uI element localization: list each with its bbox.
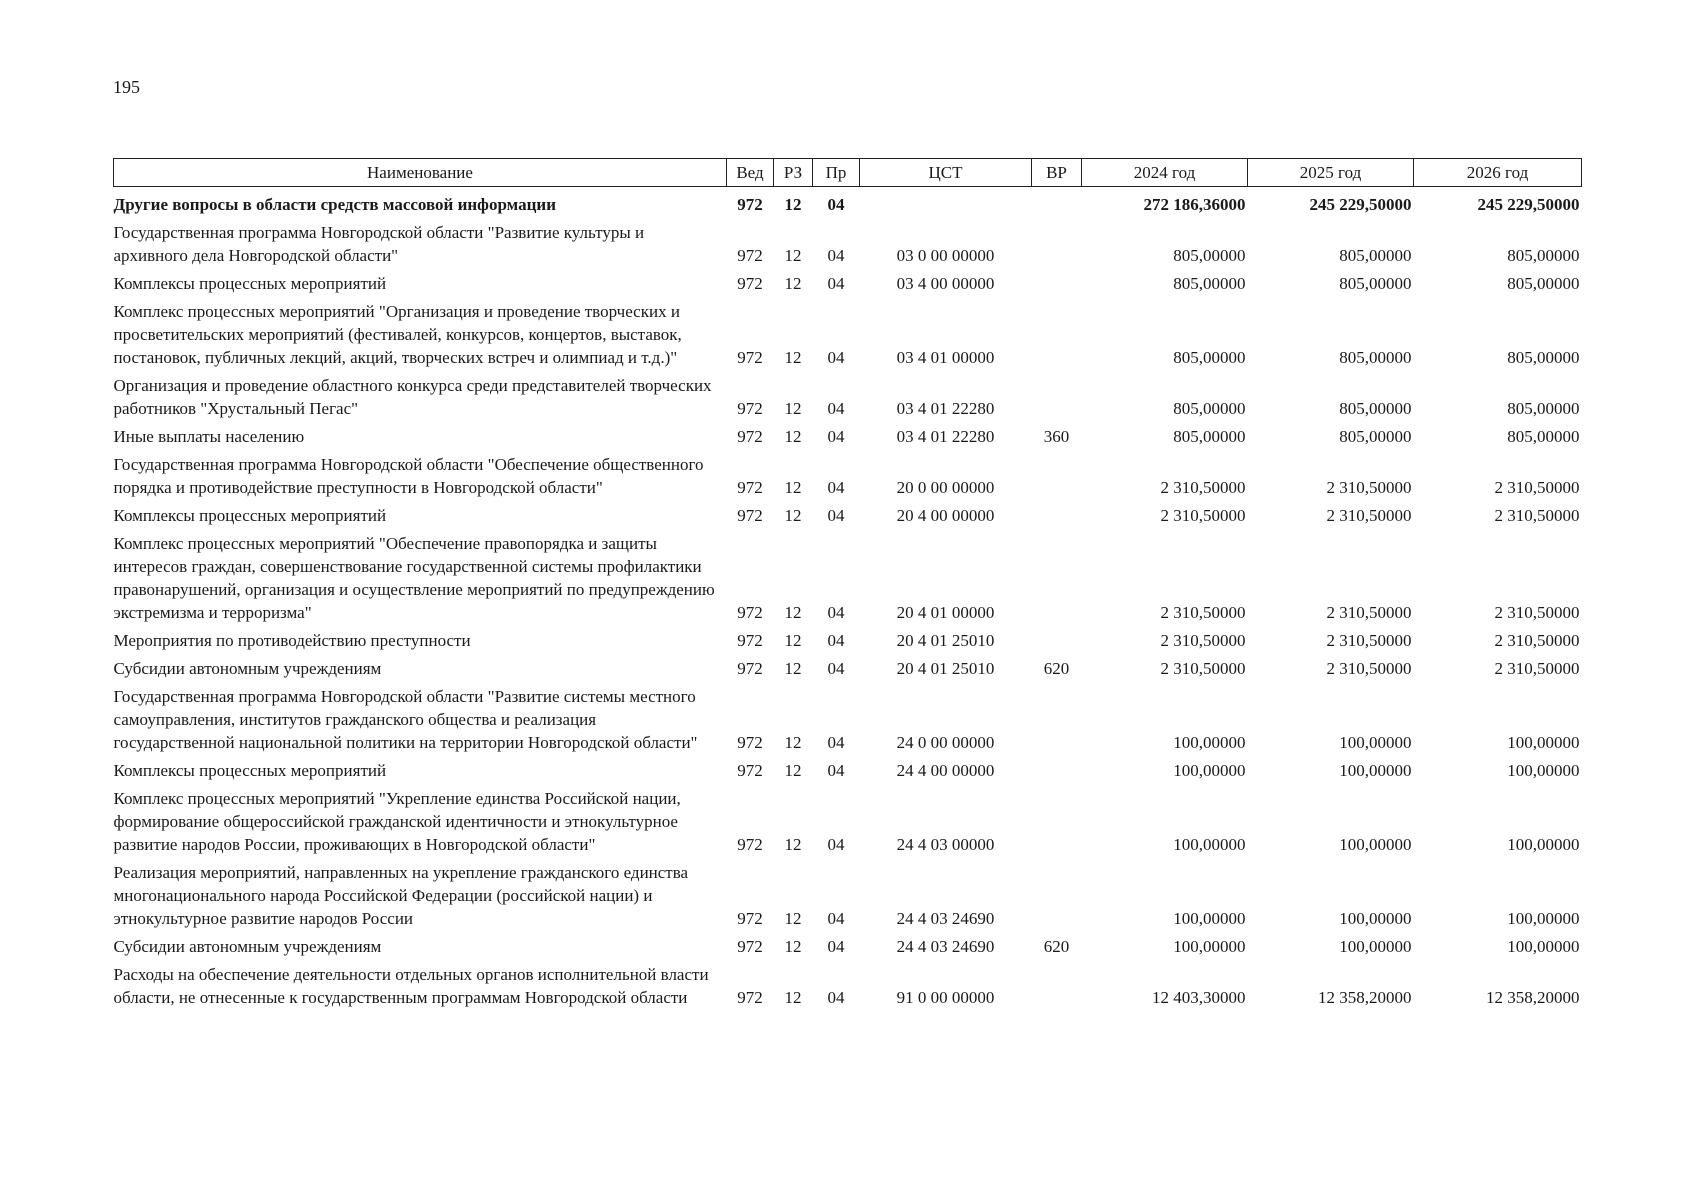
cell-name: Комплекс процессных мероприятий "Укрепление единства Российской нации, формирование общероссийской гражданской идентичности и этнокультурное развитие народов России, проживающих в Новгородской области"	[113, 789, 681, 854]
header-ved: Вед	[727, 159, 774, 187]
cell-rz: 12	[784, 427, 802, 446]
cell-rz: 12	[784, 937, 802, 956]
cell-pr: 04	[827, 937, 845, 956]
cell-name: Иные выплаты населению	[113, 427, 305, 446]
budget-table	[113, 158, 1582, 1009]
cell-rz: 12	[784, 761, 802, 780]
cell-rz: 12	[784, 631, 802, 650]
cell-vr: 620	[1043, 659, 1070, 678]
table-row	[114, 527, 1582, 624]
cell-cst: 03 4 01 22280	[896, 427, 995, 446]
cell-rz: 12	[784, 659, 802, 678]
cell-2025: 805,00000	[1339, 246, 1412, 265]
cell-2026: 12 358,20000	[1486, 988, 1580, 1007]
cell-name: Субсидии автономным учреждениям	[113, 659, 382, 678]
header-cst: ЦСТ	[860, 159, 1032, 187]
table-row	[114, 930, 1582, 958]
cell-2025: 100,00000	[1339, 835, 1412, 854]
cell-name: Государственная программа Новгородской области "Обеспечение общественного порядка и противодействие преступности в Новгородской области"	[113, 455, 704, 497]
cell-pr: 04	[827, 246, 845, 265]
cell-ved: 972	[737, 506, 763, 525]
cell-2026: 805,00000	[1507, 348, 1580, 367]
cell-2024: 2 310,50000	[1160, 631, 1246, 650]
cell-vr	[1032, 187, 1082, 217]
cell-2025: 2 310,50000	[1326, 603, 1412, 622]
cell-2025: 100,00000	[1339, 733, 1412, 752]
cell-name: Комплекс процессных мероприятий "Организация и проведение творческих и просветительских мероприятий (фестивалей, конкурсов, концертов, выставок, постановок, публичных лекций, акций, творческих встреч и олимпиад и т.д.)"	[113, 302, 682, 367]
cell-ved: 972	[737, 761, 763, 780]
page-number: 195	[113, 77, 140, 97]
cell-pr: 04	[827, 478, 845, 497]
cell-2024: 100,00000	[1173, 937, 1246, 956]
cell-ved: 972	[737, 909, 763, 928]
cell-cst: 03 4 01 22280	[896, 399, 995, 418]
cell-name: Государственная программа Новгородской области "Развитие системы местного самоуправления, институтов гражданского общества и реализация государственной национальной политики на территории Новгородской области"	[113, 687, 698, 752]
cell-vr: 620	[1043, 937, 1070, 956]
cell-name: Государственная программа Новгородской области "Развитие культуры и архивного дела Новгородской области"	[113, 223, 645, 265]
cell-2025: 805,00000	[1339, 274, 1412, 293]
cell-pr: 04	[827, 427, 845, 446]
cell-2024: 272 186,36000	[1143, 195, 1246, 214]
cell-name: Комплексы процессных мероприятий	[113, 274, 387, 293]
cell-pr: 04	[827, 631, 845, 650]
cell-2026: 2 310,50000	[1494, 478, 1580, 497]
cell-2025: 2 310,50000	[1326, 478, 1412, 497]
cell-2024: 805,00000	[1173, 399, 1246, 418]
cell-ved: 972	[737, 427, 763, 446]
cell-pr: 04	[827, 274, 845, 293]
cell-name: Реализация мероприятий, направленных на укрепление гражданского единства многонационального народа Российской Федерации (российской нации) и этнокультурное развитие народов России	[113, 863, 689, 928]
cell-2026: 100,00000	[1507, 733, 1580, 752]
cell-2024: 100,00000	[1173, 909, 1246, 928]
cell-name: Комплексы процессных мероприятий	[113, 506, 387, 525]
cell-2024: 805,00000	[1173, 427, 1246, 446]
header-2024: 2024 год	[1082, 159, 1248, 187]
table-row	[114, 782, 1582, 856]
cell-2026: 2 310,50000	[1494, 603, 1580, 622]
cell-rz: 12	[784, 246, 802, 265]
cell-2026: 100,00000	[1507, 761, 1580, 780]
cell-cst: 03 4 01 00000	[896, 348, 995, 367]
cell-2026: 2 310,50000	[1494, 506, 1580, 525]
cell-pr: 04	[827, 348, 845, 367]
cell-2026: 100,00000	[1507, 909, 1580, 928]
cell-vr	[1032, 369, 1082, 420]
cell-vr	[1032, 527, 1082, 624]
cell-cst: 03 0 00 00000	[896, 246, 995, 265]
cell-ved: 972	[737, 603, 763, 622]
table-row	[114, 652, 1582, 680]
cell-ved: 972	[737, 631, 763, 650]
cell-pr: 04	[827, 603, 845, 622]
table-row	[114, 267, 1582, 295]
table-row	[114, 448, 1582, 499]
cell-2024: 2 310,50000	[1160, 506, 1246, 525]
table-row	[114, 295, 1582, 369]
cell-pr: 04	[827, 835, 845, 854]
header-pr: Пр	[813, 159, 860, 187]
cell-cst: 20 4 01 25010	[896, 631, 995, 650]
cell-ved: 972	[737, 478, 763, 497]
cell-pr: 04	[827, 659, 845, 678]
table-header-row	[114, 159, 1582, 187]
cell-2024: 100,00000	[1173, 835, 1246, 854]
header-rz: РЗ	[774, 159, 813, 187]
cell-vr	[1032, 295, 1082, 369]
cell-ved: 972	[737, 195, 763, 214]
cell-rz: 12	[784, 399, 802, 418]
cell-2026: 2 310,50000	[1494, 631, 1580, 650]
cell-ved: 972	[737, 733, 763, 752]
cell-vr	[1032, 958, 1082, 1009]
cell-2025: 100,00000	[1339, 761, 1412, 780]
cell-name: Расходы на обеспечение деятельности отдельных органов исполнительной власти области, не отнесенные к государственным программам Новгородской области	[113, 965, 709, 1007]
table-row	[114, 216, 1582, 267]
cell-vr	[1032, 624, 1082, 652]
table-row	[114, 499, 1582, 527]
cell-cst: 20 4 01 25010	[896, 659, 995, 678]
cell-pr: 04	[827, 909, 845, 928]
cell-cst: 24 4 03 24690	[896, 937, 995, 956]
cell-cst: 03 4 00 00000	[896, 274, 995, 293]
cell-vr	[1032, 680, 1082, 754]
table-row	[114, 754, 1582, 782]
cell-rz: 12	[784, 274, 802, 293]
cell-cst: 24 4 00 00000	[896, 761, 995, 780]
cell-2026: 805,00000	[1507, 274, 1580, 293]
cell-2026: 245 229,50000	[1477, 195, 1580, 214]
cell-name: Субсидии автономным учреждениям	[113, 937, 382, 956]
cell-vr: 360	[1043, 427, 1070, 446]
cell-cst: 24 4 03 00000	[896, 835, 995, 854]
header-2026: 2026 год	[1414, 159, 1582, 187]
cell-vr	[1032, 499, 1082, 527]
cell-ved: 972	[737, 246, 763, 265]
table-row	[114, 958, 1582, 1009]
cell-2025: 2 310,50000	[1326, 631, 1412, 650]
table-body	[114, 187, 1582, 1010]
cell-2024: 805,00000	[1173, 246, 1246, 265]
cell-pr: 04	[827, 399, 845, 418]
cell-pr: 04	[827, 988, 845, 1007]
cell-2025: 245 229,50000	[1309, 195, 1412, 214]
cell-cst: 24 4 03 24690	[896, 909, 995, 928]
cell-ved: 972	[737, 274, 763, 293]
cell-2024: 2 310,50000	[1160, 603, 1246, 622]
cell-ved: 972	[737, 937, 763, 956]
cell-ved: 972	[737, 348, 763, 367]
cell-2025: 805,00000	[1339, 427, 1412, 446]
cell-cst: 91 0 00 00000	[896, 988, 995, 1007]
table-row	[114, 187, 1582, 217]
cell-2025: 12 358,20000	[1318, 988, 1412, 1007]
cell-cst	[860, 187, 1032, 217]
table-row	[114, 420, 1582, 448]
cell-vr	[1032, 782, 1082, 856]
cell-rz: 12	[784, 478, 802, 497]
cell-vr	[1032, 448, 1082, 499]
cell-2026: 2 310,50000	[1494, 659, 1580, 678]
cell-2024: 100,00000	[1173, 733, 1246, 752]
cell-2026: 100,00000	[1507, 835, 1580, 854]
cell-2025: 805,00000	[1339, 348, 1412, 367]
table-row	[114, 680, 1582, 754]
cell-rz: 12	[784, 603, 802, 622]
cell-rz: 12	[784, 733, 802, 752]
cell-2024: 2 310,50000	[1160, 659, 1246, 678]
cell-cst: 20 4 01 00000	[896, 603, 995, 622]
table-row	[114, 624, 1582, 652]
cell-2024: 2 310,50000	[1160, 478, 1246, 497]
cell-cst: 20 4 00 00000	[896, 506, 995, 525]
header-name: Наименование	[114, 159, 727, 187]
cell-2025: 100,00000	[1339, 909, 1412, 928]
cell-2026: 805,00000	[1507, 427, 1580, 446]
cell-pr: 04	[827, 195, 845, 214]
cell-rz: 12	[784, 506, 802, 525]
cell-2026: 100,00000	[1507, 937, 1580, 956]
cell-2025: 100,00000	[1339, 937, 1412, 956]
header-2025: 2025 год	[1248, 159, 1414, 187]
cell-rz: 12	[784, 909, 802, 928]
cell-rz: 12	[784, 348, 802, 367]
cell-2026: 805,00000	[1507, 399, 1580, 418]
cell-cst: 24 0 00 00000	[896, 733, 995, 752]
cell-name: Организация и проведение областного конкурса среди представителей творческих работников "Хрустальный Пегас"	[113, 376, 712, 418]
cell-rz: 12	[784, 988, 802, 1007]
cell-rz: 12	[784, 195, 802, 214]
cell-cst: 20 0 00 00000	[896, 478, 995, 497]
cell-2026: 805,00000	[1507, 246, 1580, 265]
cell-name: Комплекс процессных мероприятий "Обеспечение правопорядка и защиты интересов граждан, совершенствование государственной системы профилактики правонарушений, организация и осуществление мероприятий по предупреждению экстремизма и терроризма"	[113, 534, 715, 622]
table-row	[114, 856, 1582, 930]
cell-pr: 04	[827, 506, 845, 525]
cell-2024: 12 403,30000	[1152, 988, 1246, 1007]
cell-vr	[1032, 856, 1082, 930]
cell-name: Другие вопросы в области средств массовой информации	[113, 195, 556, 214]
cell-name: Мероприятия по противодействию преступности	[113, 631, 471, 650]
cell-name: Комплексы процессных мероприятий	[113, 761, 387, 780]
cell-vr	[1032, 216, 1082, 267]
cell-2025: 2 310,50000	[1326, 659, 1412, 678]
table-row	[114, 369, 1582, 420]
cell-ved: 972	[737, 835, 763, 854]
cell-pr: 04	[827, 733, 845, 752]
cell-ved: 972	[737, 988, 763, 1007]
cell-rz: 12	[784, 835, 802, 854]
cell-2025: 2 310,50000	[1326, 506, 1412, 525]
cell-ved: 972	[737, 659, 763, 678]
cell-2025: 805,00000	[1339, 399, 1412, 418]
cell-vr	[1032, 754, 1082, 782]
header-vr: ВР	[1032, 159, 1082, 187]
cell-2024: 805,00000	[1173, 274, 1246, 293]
cell-ved: 972	[737, 399, 763, 418]
cell-2024: 805,00000	[1173, 348, 1246, 367]
cell-2024: 100,00000	[1173, 761, 1246, 780]
cell-vr	[1032, 267, 1082, 295]
cell-pr: 04	[827, 761, 845, 780]
